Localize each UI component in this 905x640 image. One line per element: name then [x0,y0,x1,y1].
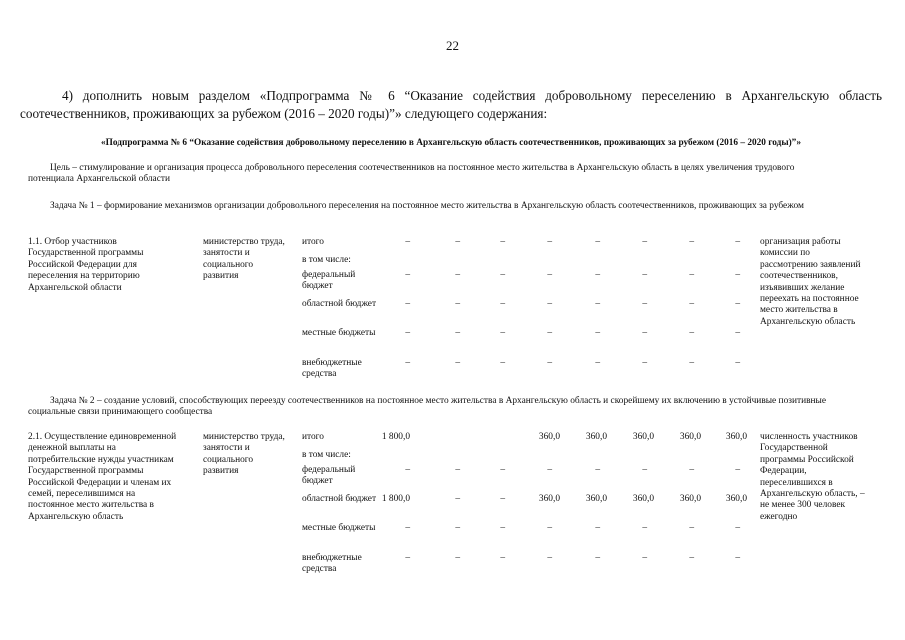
value-cell: – [455,299,460,309]
value-cell: – [405,270,410,280]
value-cell: – [642,328,647,338]
value-cell: – [595,358,600,368]
value-cell: – [595,270,600,280]
executor-cell: министерство труда, занятости и социального развития [203,237,285,282]
value-cell: – [595,328,600,338]
value-cell: – [500,358,505,368]
source-label: федеральный бюджет [302,270,356,292]
value-cell: – [735,553,740,563]
value-cell: – [689,328,694,338]
measure-cell: 1.1. Отбор участников Государственной программы Российской Федерации для переселения на территорию Архангельской области [28,237,144,293]
measure-cell: 2.1. Осуществление единовременной денежной выплаты на потребительские нужды участникам Государственной программы Российской Федерации и членам их семей, переселившимся на постоянное место жительства в Архангельскую область [28,432,177,522]
value-cell: – [455,494,460,504]
source-label: федеральный бюджет [302,465,356,487]
value-cell: 360,0 [725,432,747,442]
value-cell: – [595,237,600,247]
value-cell: – [735,465,740,475]
value-cell: 360,0 [585,494,607,504]
source-label: областной бюджет [302,494,377,504]
value-cell: – [595,465,600,475]
value-cell: – [642,270,647,280]
value-cell: 360,0 [585,432,607,442]
value-cell: 1 800,0 [381,494,410,504]
value-cell: – [735,358,740,368]
source-label: внебюджетные средства [302,553,362,575]
value-cell: – [689,299,694,309]
value-cell: – [455,237,460,247]
value-cell: – [547,299,552,309]
value-cell: 360,0 [679,494,701,504]
source-label: в том числе: [302,450,351,460]
value-cell: – [405,553,410,563]
value-cell: – [735,237,740,247]
goal-paragraph: Цель – стимулирование и организация процесса добровольного переселения соотечественников на постоянное место жительства в Архангельскую область в целях увеличения трудового потенциала Архангельской области [28,163,795,185]
value-cell: – [642,358,647,368]
value-cell: – [735,523,740,533]
value-cell: – [405,465,410,475]
value-cell: 1 800,0 [381,432,410,442]
result-cell: численность участников Государственной программы Российской Федерации, переселившихся в Архангельскую область, – не менее 300 человек ежегодно [760,432,865,522]
task2-paragraph: Задача № 2 – создание условий, способствующих переезду соотечественников на постоянное место жительства в Архангельскую область и скорейшему их включению в устойчивые позитивные социальные связи принимающего сообщества [28,396,826,418]
value-cell: – [642,465,647,475]
value-cell: – [642,237,647,247]
result-cell: организация работы комиссии по рассмотрению заявлений соотечественников, изъявивших желание переехать на постоянное место жительства в Архангельскую область [760,237,861,327]
value-cell: – [547,270,552,280]
value-cell: – [455,523,460,533]
value-cell: – [455,270,460,280]
value-cell: – [547,237,552,247]
source-label: местные бюджеты [302,523,376,533]
value-cell: – [642,299,647,309]
value-cell: – [455,358,460,368]
value-cell: – [547,553,552,563]
value-cell: – [735,270,740,280]
intro-paragraph: 4) дополнить новым разделом «Подпрограмма № 6 “Оказание содействия добровольному переселению в Архангельскую область соотечественников, проживающих за рубежом (2016 – 2020 годы)”» следующего содержания: [20,88,882,121]
value-cell: – [500,328,505,338]
value-cell: – [455,328,460,338]
value-cell: – [405,328,410,338]
value-cell: – [735,328,740,338]
value-cell: – [689,237,694,247]
subprogram-title: «Подпрограмма № 6 “Оказание содействия добровольному переселению в Архангельскую область соотечественников, проживающих за рубежом (2016 – 2020 годы)”» [101,138,801,148]
page-number: 22 [446,38,459,53]
value-cell: 360,0 [632,494,654,504]
value-cell: – [689,270,694,280]
value-cell: 360,0 [725,494,747,504]
value-cell: 360,0 [538,432,560,442]
value-cell: – [547,358,552,368]
value-cell: – [595,299,600,309]
value-cell: 360,0 [538,494,560,504]
value-cell: – [500,523,505,533]
value-cell: – [500,553,505,563]
value-cell: – [405,237,410,247]
value-cell: – [405,358,410,368]
value-cell: – [595,523,600,533]
source-label: итого [302,237,324,247]
task1-paragraph: Задача № 1 – формирование механизмов организации добровольного переселения на постоянное место жительства в Архангельскую область соотечественников, проживающих за рубежом [50,201,804,211]
value-cell: – [735,299,740,309]
value-cell: – [547,523,552,533]
value-cell: – [689,358,694,368]
value-cell: – [500,494,505,504]
source-label: в том числе: [302,255,351,265]
source-label: местные бюджеты [302,328,376,338]
source-label: областной бюджет [302,299,377,309]
executor-cell: министерство труда, занятости и социального развития [203,432,285,477]
value-cell: – [689,553,694,563]
value-cell: – [547,328,552,338]
value-cell: – [455,553,460,563]
value-cell: – [405,523,410,533]
value-cell: – [547,465,552,475]
value-cell: – [405,299,410,309]
value-cell: – [595,553,600,563]
value-cell: – [500,299,505,309]
value-cell: – [689,523,694,533]
value-cell: 360,0 [679,432,701,442]
value-cell: – [500,237,505,247]
value-cell: – [500,270,505,280]
value-cell: 360,0 [632,432,654,442]
source-label: внебюджетные средства [302,358,362,380]
value-cell: – [642,523,647,533]
value-cell: – [689,465,694,475]
source-label: итого [302,432,324,442]
value-cell: – [500,465,505,475]
value-cell: – [455,465,460,475]
value-cell: – [642,553,647,563]
